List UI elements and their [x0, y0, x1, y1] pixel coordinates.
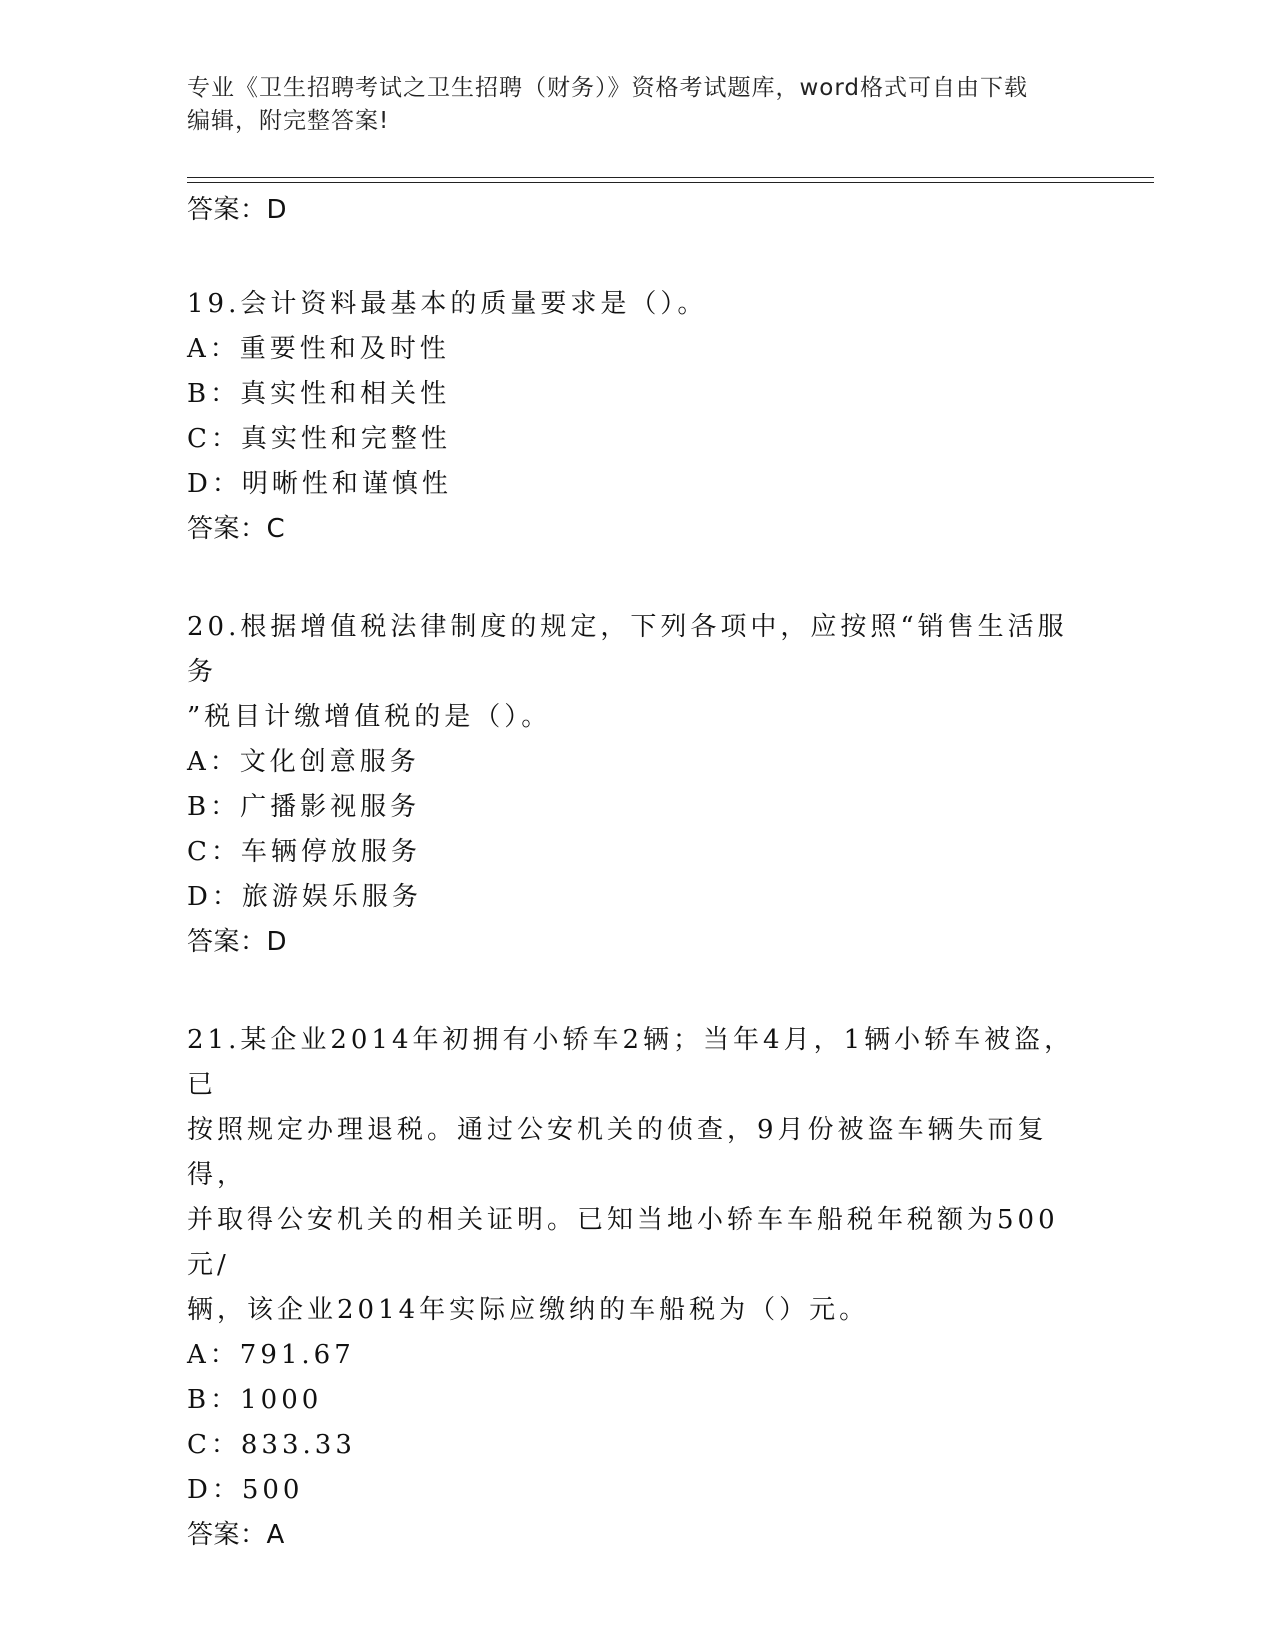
question-text-line: 辆，该企业2014年实际应缴纳的车船税为（）元。	[187, 1295, 870, 1325]
option-b: B：广播影视服务	[187, 792, 421, 822]
question-text-line: 并取得公安机关的相关证明。已知当地小轿车车船税年税额为500元/	[187, 1205, 1059, 1280]
option-c: C：车辆停放服务	[187, 837, 421, 867]
question-text-line: 20.根据增值税法律制度的规定，下列各项中，应按照“销售生活服务	[187, 612, 1068, 687]
option-a: A：791.67	[187, 1340, 355, 1370]
page-header	[187, 72, 1087, 138]
header-line-1: 专业《卫生招聘考试之卫生招聘（财务）》资格考试题库，word格式可自由下载	[187, 75, 1029, 101]
question-text-line: 21.某企业2014年初拥有小轿车2辆；当年4月，1辆小轿车被盗，已	[187, 1025, 1075, 1100]
option-c: C：833.33	[187, 1430, 356, 1460]
question-text-line: 按照规定办理退税。通过公安机关的侦查，9月份被盗车辆失而复得，	[187, 1115, 1048, 1190]
answer: 答案：D	[187, 927, 288, 957]
question-21	[187, 1018, 1087, 1558]
option-a: A：重要性和及时性	[187, 334, 450, 364]
header-line-2: 编辑，附完整答案!	[187, 108, 390, 134]
answer: 答案：A	[187, 1520, 285, 1550]
question-19	[187, 282, 1087, 552]
previous-answer: 答案：D	[187, 195, 288, 225]
document-body	[187, 190, 1087, 1558]
option-a: A：文化创意服务	[187, 747, 420, 777]
answer: 答案：C	[187, 514, 286, 544]
option-d: D：明晰性和谨慎性	[187, 469, 452, 499]
question-text-line: 19.会计资料最基本的质量要求是（）。	[187, 289, 708, 319]
option-b: B：真实性和相关性	[187, 379, 451, 409]
question-text-line: ”税目计缴增值税的是（）。	[187, 702, 552, 732]
option-d: D：500	[187, 1475, 304, 1505]
option-c: C：真实性和完整性	[187, 424, 451, 454]
question-20	[187, 605, 1087, 965]
header-divider-bottom	[187, 182, 1154, 183]
option-b: B：1000	[187, 1385, 323, 1415]
header-divider-top	[187, 177, 1154, 178]
option-d: D：旅游娱乐服务	[187, 882, 422, 912]
